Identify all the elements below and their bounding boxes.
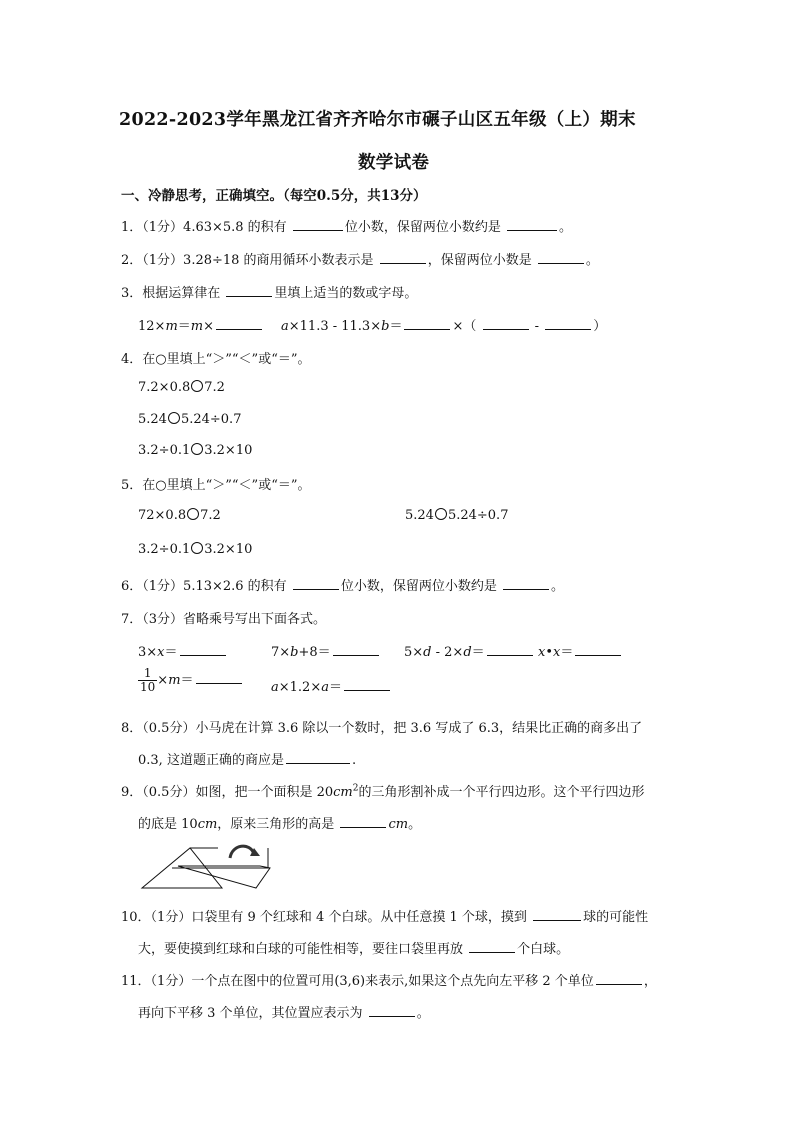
section-1-heading: 一、冷静思考，正确填空。（每空0.5分，共13分） [121, 188, 427, 204]
q5-row-2: 5.24 5.24÷0.7 [405, 508, 509, 523]
question-8-line-2: 0.3, 这道题正确的商应是 . [138, 753, 357, 768]
question-10-line-2: 大，要使摸到红球和白球的可能性相等，要往口袋里再放 个白球。 [138, 942, 570, 957]
question-1 [121, 216, 572, 235]
q3-text-a: 3．根据运算律在 [121, 286, 221, 301]
q4-compare-circle-1[interactable] [191, 380, 203, 392]
q3-expression-2: a×11.3 - 11.3×b＝ ×（ - ） [281, 319, 607, 334]
question-8-line-1: 8．（0.5分）小马虎在计算 3.6 除以一个数时，把 3.6 写成了 6.3，结果比正确的商多出了 [121, 721, 643, 736]
question-4: 4．在○里填上“＞”“＜”或“＝”。 [121, 352, 311, 367]
q10-blank-1[interactable] [533, 909, 581, 921]
q5-row-1: 72×0.8 7.2 [138, 508, 221, 523]
question-11-line-1: 11．（1分）一个点在图中的位置可用(3,6)来表示,如果这个点先向左平移 2 个单位 ， [121, 974, 657, 989]
q1-blank-2[interactable] [507, 219, 557, 231]
q4-compare-circle-2[interactable] [168, 412, 180, 424]
q2-text-a: 2．（1分）3.28÷18 的商用循环小数表示是 [121, 253, 374, 268]
q4-row-1: 7.2×0.8 7.2 [138, 380, 225, 395]
q3-blank-1[interactable] [216, 318, 262, 330]
q6-blank-2[interactable] [503, 578, 549, 590]
q7-blank-1[interactable] [180, 644, 226, 656]
q2-blank-1[interactable] [380, 252, 426, 264]
q9-rotation-arrow-icon [230, 846, 254, 858]
question-10-line-1: 10．（1分）口袋里有 9 个红球和 4 个白球。从中任意摸 1 个球，摸到 球的可能性 [121, 910, 649, 925]
q4-row-3: 3.2÷0.1 3.2×10 [138, 443, 253, 458]
question-6: 6．（1分）5.13×2.6 的积有 位小数，保留两位小数约是 。 [121, 579, 564, 594]
q1-text-b: 位小数，保留两位小数约是 [344, 220, 501, 235]
q11-blank-1[interactable] [596, 973, 642, 985]
q5-compare-circle-2[interactable] [435, 508, 447, 520]
q3-blank-2[interactable] [404, 318, 450, 330]
q6-blank-1[interactable] [293, 578, 339, 590]
q3-blank-intro [226, 285, 272, 297]
q7-expr-6: a×1.2×a＝ [271, 676, 392, 695]
q9-triangle-parallelogram-figure [138, 836, 274, 892]
q3-expression-1: 12×m＝m× [138, 315, 264, 334]
q4-row-2: 5.24 5.24÷0.7 [138, 412, 242, 427]
question-9-line-1: 9．（0.5分）如图，把一个面积是 $20cm^2$的三角形割补成一个平行四边形。这个平行四边形 [121, 783, 645, 800]
question-7: 7．（3分）省略乘号写出下面各式。 [121, 612, 327, 627]
q7-expr-2: 7×b+8＝ [271, 641, 381, 660]
q3-blank-4[interactable] [545, 318, 591, 330]
q1-blank-1[interactable] [293, 219, 343, 231]
exam-title-line1: 2022-2023学年黑龙江省齐齐哈尔市碾子山区五年级（上）期末 [119, 110, 636, 130]
question-5: 5．在○里填上“＞”“＜”或“＝”。 [121, 478, 311, 493]
q4-compare-circle-3[interactable] [191, 443, 203, 455]
q3-text-b: 里填上适当的数或字母。 [274, 286, 418, 301]
q7-expr-1: 3×x＝ [138, 641, 228, 660]
q2-text-b: ，保留两位小数是 [427, 253, 532, 268]
q5-row-3: 3.2÷0.1 3.2×10 [138, 542, 253, 557]
q7-blank-6[interactable] [344, 679, 390, 691]
question-11-line-2: 再向下平移 3 个单位，其位置应表示为 。 [138, 1006, 430, 1021]
q3-blank-3[interactable] [483, 318, 529, 330]
q10-blank-2[interactable] [469, 941, 515, 953]
question-9-line-2: 的底是 10cm，原来三角形的高是 cm。 [138, 817, 422, 832]
q7-blank-2[interactable] [333, 644, 379, 656]
q5-compare-circle-1[interactable] [187, 508, 199, 520]
question-3 [121, 282, 417, 301]
q7-expr-3: 5×d - 2×d＝ [404, 641, 535, 660]
q7-blank-5[interactable] [196, 672, 242, 684]
q9-parallelogram-shape [178, 866, 270, 888]
q9-blank[interactable] [340, 816, 386, 828]
q7-expr-5: $\frac{1}{10}$ ×m＝ [138, 667, 244, 694]
question-2 [121, 249, 599, 268]
q7-fraction: $\frac{1}{10}$ [140, 666, 156, 695]
q7-expr-4: x•x＝ [538, 641, 623, 660]
q2-text-c: 。 [585, 253, 599, 268]
q8-blank[interactable] [286, 752, 350, 764]
q7-blank-4[interactable] [575, 644, 621, 656]
exam-title-line2: 数学试卷 [358, 153, 430, 173]
q1-text-c: 。 [558, 220, 572, 235]
q7-blank-3[interactable] [487, 644, 533, 656]
q5-compare-circle-3[interactable] [191, 542, 203, 554]
q2-blank-2[interactable] [538, 252, 584, 264]
q11-blank-2[interactable] [369, 1005, 415, 1017]
q1-text-a: 1．（1分）4.63×5.8 的积有 [121, 220, 287, 235]
